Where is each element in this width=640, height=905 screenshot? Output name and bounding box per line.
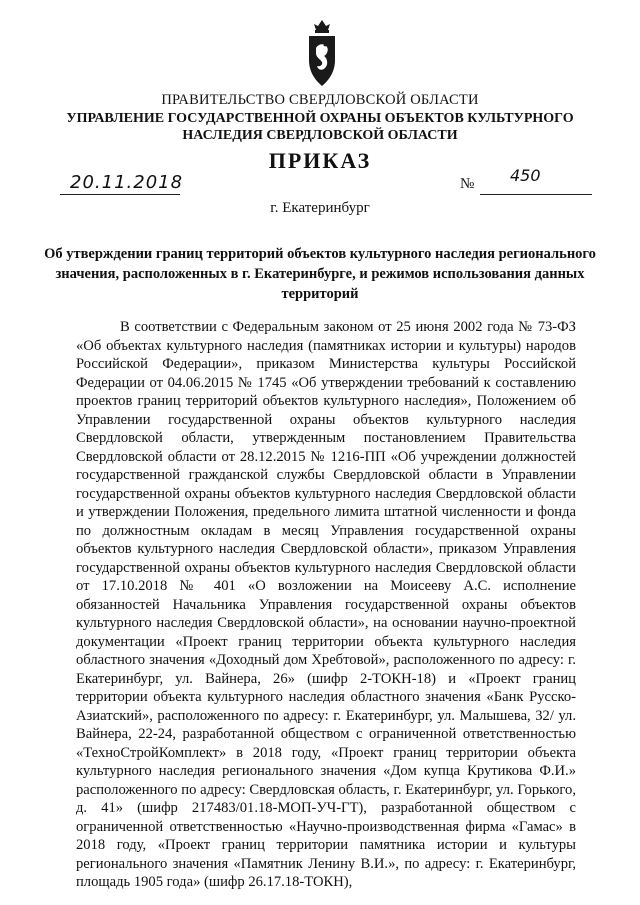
body-paragraph: В соответствии с Федеральным законом от 25 июня 2002 года № 73-ФЗ «Об объектах культурного наследия (памятниках истории и культуры) народов Российской Федерации», приказом Министерства культуры Российской Федерации от 04.06.2015 № 1745 «Об утверждении требований к составлению проектов границ территорий объектов культурного наследия», Положением об Управлении государственной охраны объектов культурного наследия Свердловской области, утвержденным постановлением Правительства Свердловской области от 28.12.2015 № 1216-ПП «Об учреждении должностей государственной гражданской службы Свердловской области в Управлении государственной охраны объектов культурного наследия Свердловской области и утверждении Положения, предельного лимита штатной численности и фонда по должностным окладам в месяц Управления государственной охраны объектов культурного наследия Свердловской области», приказом Управления государственной охраны объектов культурного наследия Свердловской области от 17.10.2018 № 401 «О возложении на Моисееву А.С. исполнение обязанностей Начальника Управления государственной охраны объектов культурного наследия Свердловской области», на основании научно-проектной документации «Проект границ территории объекта культурного наследия областного значения «Доходный дом Хребтовой», расположенного по адресу: г. Екатеринбург, ул. Вайнера, 26» (шифр 2-ТОКН-18) и «Проект границ территории объекта культурного наследия областного значения «Банк Русско-Азиатский», расположенного по адресу: г. Екатеринбург, ул. Малышева, 32/ ул. Вайнера, 22-24, разработанной обществом с ограниченной ответственностью «ТехноСтройКомплект» в 2018 году, «Проект границ территории объекта культурного наследия регионального значения «Дом купца Крутикова Ф.И.» расположенного по адресу: Свердловская область, г. Екатеринбург, ул. Горького, д. 41» (шифр 217483/01.18-МОП-УЧ-ГТ), разработанной обществом с ограниченной ответственностью «Научно-производственная фирма «Гамас» в 2018 году, «Проект границ территории памятника истории и культуры регионального значения «Памятник Ленину В.И.», по адресу: г. Екатеринбург, площадь 1905 года» (шифр 26.17.18-ТОКН), — [76, 319, 576, 890]
number-underline — [480, 194, 592, 195]
coat-of-arms-icon — [302, 18, 342, 88]
document-title: Об утверждении границ территорий объектов культурного наследия регионального значения, расположенных в г. Екатеринбурге, и режимов использования данных территорий — [44, 246, 596, 302]
city: г. Екатеринбург — [270, 200, 370, 216]
document-type: ПРИКАЗ — [268, 148, 372, 173]
order-date: 20.11.2018 — [70, 172, 184, 193]
order-number: 450 — [510, 166, 541, 185]
date-underline — [60, 194, 180, 195]
government-name: ПРАВИТЕЛЬСТВО СВЕРДЛОВСКОЙ ОБЛАСТИ — [161, 92, 479, 108]
number-label: № — [460, 176, 475, 192]
department-name: УПРАВЛЕНИЕ ГОСУДАРСТВЕННОЙ ОХРАНЫ ОБЪЕКТОВ КУЛЬТУРНОГО НАСЛЕДИЯ СВЕРДЛОВСКОЙ ОБЛАСТИ — [66, 111, 574, 143]
